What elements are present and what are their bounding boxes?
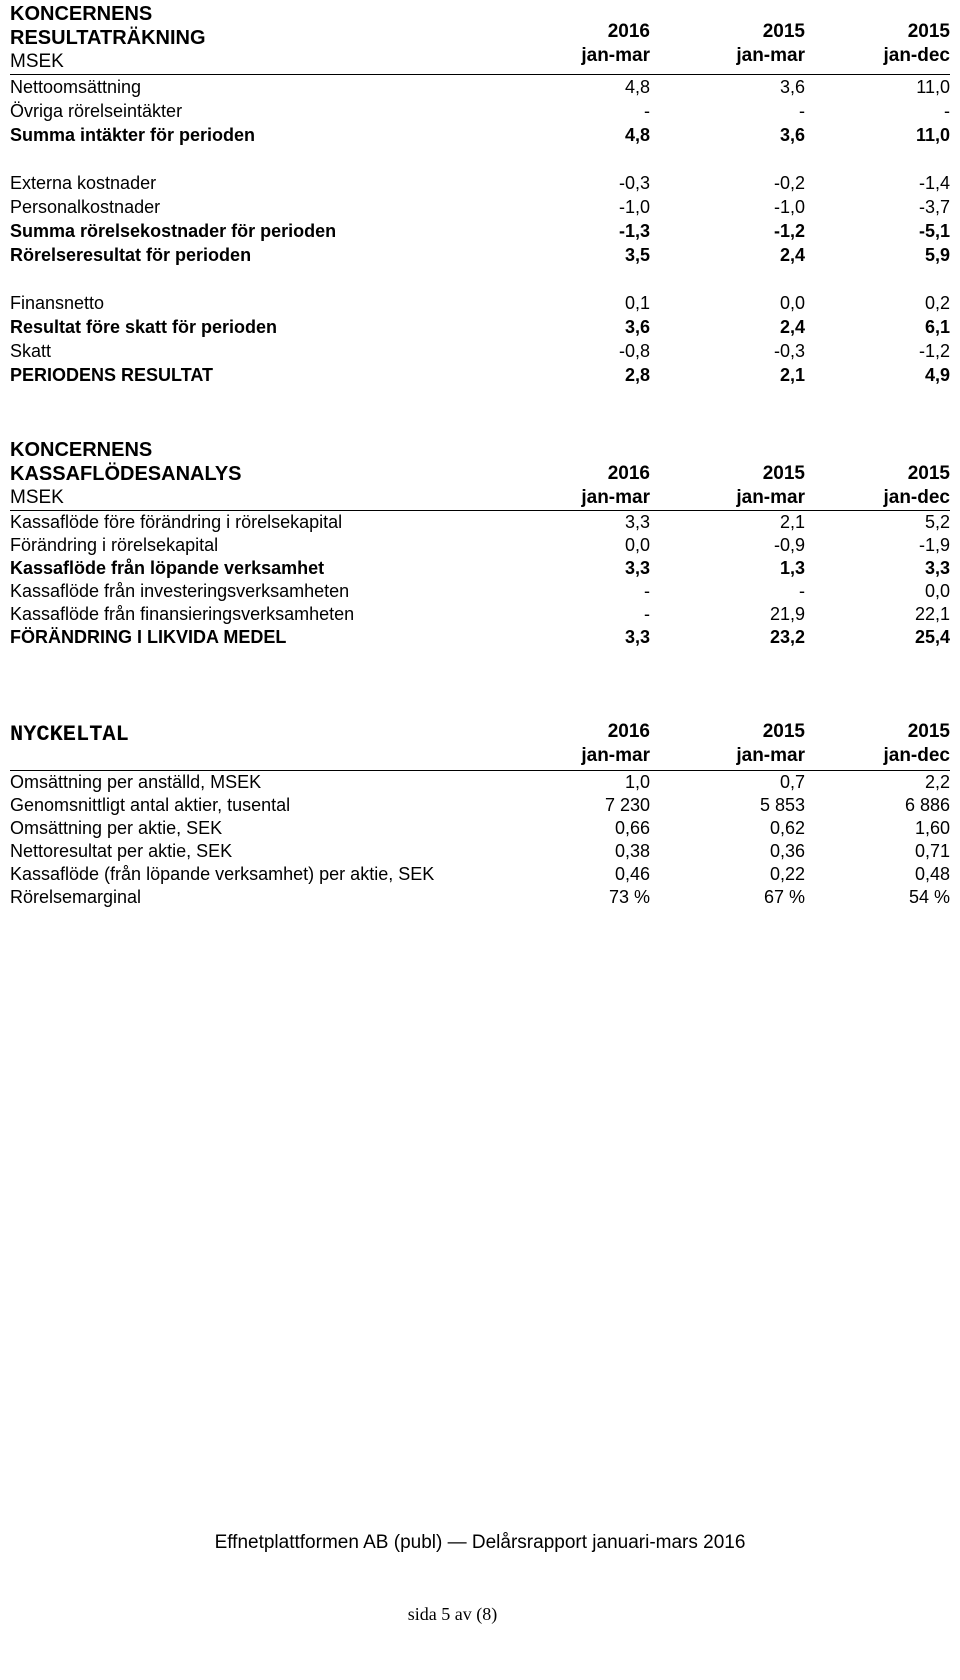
- row-value-col3: 0,0: [924, 581, 950, 601]
- income-title-1: KONCERNENS: [10, 3, 153, 25]
- row-value-col3: -: [944, 101, 950, 121]
- row-value-col1: 0,38: [614, 841, 650, 861]
- table-row: [10, 171, 950, 195]
- row-value-col2: 2,1: [779, 365, 805, 385]
- row-value-col1: -: [644, 604, 650, 624]
- row-value-col2: 5 853: [759, 795, 805, 815]
- row-value-col3: 0,71: [914, 841, 950, 861]
- income-col3-year: 2015: [907, 21, 950, 42]
- page-number: sida 5 av (8): [407, 1604, 498, 1624]
- row-value-col2: -0,3: [773, 341, 805, 361]
- row-value-col2: -0,2: [773, 173, 805, 193]
- table-row: [10, 123, 950, 147]
- keyfigures-rows: [10, 771, 950, 909]
- row-value-col2: 23,2: [769, 627, 805, 647]
- cashflow-col2-period: jan-mar: [736, 487, 805, 508]
- key-figures: [10, 720, 950, 909]
- table-row: [10, 886, 950, 909]
- cashflow-header: [10, 438, 950, 511]
- row-label: Övriga rörelseintäkter: [10, 101, 183, 121]
- row-label: Förändring i rörelsekapital: [10, 535, 219, 555]
- table-row: [10, 771, 950, 794]
- row-label: Summa intäkter för perioden: [10, 125, 256, 145]
- table-row: [10, 511, 950, 534]
- row-value-col2: 0,62: [769, 818, 805, 838]
- row-value-col1: 3,3: [624, 512, 650, 532]
- row-value-col1: -1,0: [618, 197, 650, 217]
- row-label: Resultat före skatt för perioden: [10, 317, 278, 337]
- row-value-col2: 0,22: [769, 864, 805, 884]
- income-rows: [10, 75, 950, 387]
- row-label: Kassaflöde från finansieringsverksamheten: [10, 604, 355, 624]
- cashflow-title-1: KONCERNENS: [10, 439, 153, 461]
- row-value-col1: 0,0: [624, 535, 650, 555]
- row-value-col3: -1,2: [918, 341, 950, 361]
- keyfigures-col3-period: jan-dec: [883, 745, 950, 766]
- row-label: Omsättning per anställd, MSEK: [10, 772, 262, 792]
- table-row: [10, 840, 950, 863]
- income-col2-year: 2015: [762, 21, 805, 42]
- row-label: Finansnetto: [10, 293, 105, 313]
- row-value-col3: -3,7: [918, 197, 950, 217]
- row-label: Omsättning per aktie, SEK: [10, 818, 223, 838]
- row-value-col1: 3,5: [624, 245, 650, 265]
- keyfigures-col3-year: 2015: [907, 721, 950, 742]
- table-row: [10, 626, 950, 649]
- income-col2-period: jan-mar: [736, 45, 805, 66]
- table-row: [10, 243, 950, 267]
- row-value-col3: 1,60: [914, 818, 950, 838]
- cashflow-statement: [10, 438, 950, 649]
- income-statement: [10, 2, 950, 387]
- table-row: [10, 195, 950, 219]
- row-value-col3: 11,0: [915, 125, 950, 145]
- row-label: Kassaflöde (från löpande verksamhet) per aktie, SEK: [10, 864, 435, 884]
- cashflow-col3-year: 2015: [907, 463, 950, 484]
- row-value-col2: -: [799, 101, 805, 121]
- income-header: [10, 2, 950, 75]
- row-value-col2: -: [799, 581, 805, 601]
- footer-title: Effnetplattformen AB (publ) — Delårsrapport januari-mars 2016: [214, 1532, 746, 1553]
- row-value-col3: 6,1: [924, 317, 950, 337]
- row-label: Genomsnittligt antal aktier, tusental: [10, 795, 291, 815]
- row-label: Skatt: [10, 341, 52, 361]
- table-row: [10, 363, 950, 387]
- row-value-col1: -1,3: [618, 221, 650, 241]
- row-value-col1: -: [644, 581, 650, 601]
- row-value-col3: -1,9: [918, 535, 950, 555]
- row-value-col3: 3,3: [924, 558, 950, 578]
- row-value-col3: 6 886: [904, 795, 950, 815]
- table-row: [10, 75, 950, 99]
- income-col3-period: jan-dec: [883, 45, 950, 66]
- income-col1-year: 2016: [607, 21, 650, 42]
- keyfigures-header: [10, 720, 950, 771]
- keyfigures-col1-period: jan-mar: [581, 745, 650, 766]
- income-unit: MSEK: [10, 51, 64, 72]
- cashflow-col1-year: 2016: [607, 463, 650, 484]
- row-value-col2: 67 %: [763, 887, 805, 907]
- row-value-col1: -0,8: [618, 341, 650, 361]
- row-value-col1: -: [644, 101, 650, 121]
- row-label: Kassaflöde före förändring i rörelsekapital: [10, 512, 343, 532]
- row-value-col1: 4,8: [624, 125, 650, 145]
- row-value-col1: 1,0: [624, 772, 650, 792]
- row-label: FÖRÄNDRING I LIKVIDA MEDEL: [10, 627, 287, 647]
- row-value-col3: 11,0: [916, 77, 950, 97]
- row-value-col1: 4,8: [624, 77, 650, 97]
- cashflow-unit: MSEK: [10, 487, 64, 508]
- row-value-col3: 5,2: [924, 512, 950, 532]
- table-row: [10, 339, 950, 363]
- row-value-col3: 5,9: [924, 245, 950, 265]
- cashflow-title-2: KASSAFLÖDESANALYS: [10, 463, 242, 485]
- table-row: [10, 291, 950, 315]
- row-value-col1: 73 %: [608, 887, 650, 907]
- cashflow-col2-year: 2015: [762, 463, 805, 484]
- row-value-col2: 3,6: [779, 77, 805, 97]
- row-label: Personalkostnader: [10, 197, 161, 217]
- table-row: [10, 817, 950, 840]
- row-value-col2: 3,6: [779, 125, 805, 145]
- row-label: PERIODENS RESULTAT: [10, 365, 214, 385]
- row-value-col1: 0,66: [614, 818, 650, 838]
- row-label: Rörelsemarginal: [10, 887, 142, 907]
- row-value-col2: -0,9: [773, 535, 805, 555]
- row-value-col3: -5,1: [918, 221, 950, 241]
- table-row: [10, 794, 950, 817]
- cashflow-col3-period: jan-dec: [883, 487, 950, 508]
- row-value-col3: 54 %: [908, 887, 950, 907]
- row-label: Nettoomsättning: [10, 77, 142, 97]
- row-value-col3: 22,1: [914, 604, 950, 624]
- table-row: [10, 557, 950, 580]
- cashflow-rows: [10, 511, 950, 649]
- row-value-col2: -1,0: [773, 197, 805, 217]
- keyfigures-title: NYCKELTAL: [10, 722, 129, 747]
- row-value-col2: -1,2: [773, 221, 805, 241]
- row-value-col3: 2,2: [924, 772, 950, 792]
- row-value-col1: 3,6: [624, 317, 650, 337]
- cashflow-col1-period: jan-mar: [581, 487, 650, 508]
- row-value-col2: 2,1: [779, 512, 805, 532]
- keyfigures-col2-year: 2015: [762, 721, 805, 742]
- row-value-col2: 2,4: [779, 317, 805, 337]
- row-value-col2: 0,7: [779, 772, 805, 792]
- table-row: [10, 219, 950, 243]
- row-label: Summa rörelsekostnader för perioden: [10, 221, 337, 241]
- row-value-col2: 0,36: [769, 841, 805, 861]
- row-value-col1: 3,3: [624, 558, 650, 578]
- table-row: [10, 863, 950, 886]
- income-col1-period: jan-mar: [581, 45, 650, 66]
- row-value-col3: 4,9: [924, 365, 950, 385]
- row-label: Nettoresultat per aktie, SEK: [10, 841, 233, 861]
- row-label: Rörelseresultat för perioden: [10, 245, 252, 265]
- row-spacer: [10, 267, 950, 291]
- keyfigures-col1-year: 2016: [607, 721, 650, 742]
- row-value-col1: 0,46: [614, 864, 650, 884]
- row-value-col1: -0,3: [618, 173, 650, 193]
- row-value-col3: 25,4: [914, 627, 950, 647]
- table-row: [10, 99, 950, 123]
- row-label: Kassaflöde från löpande verksamhet: [10, 558, 325, 578]
- row-label: Kassaflöde från investeringsverksamheten: [10, 581, 350, 601]
- row-value-col2: 1,3: [779, 558, 805, 578]
- row-value-col1: 7 230: [604, 795, 650, 815]
- row-value-col3: -1,4: [918, 173, 950, 193]
- keyfigures-col2-period: jan-mar: [736, 745, 805, 766]
- row-spacer: [10, 147, 950, 171]
- table-row: [10, 603, 950, 626]
- row-value-col2: 21,9: [769, 604, 805, 624]
- row-value-col1: 0,1: [624, 293, 650, 313]
- income-title-2: RESULTATRÄKNING: [10, 27, 206, 49]
- table-row: [10, 315, 950, 339]
- row-value-col1: 3,3: [624, 627, 650, 647]
- table-row: [10, 534, 950, 557]
- row-label: Externa kostnader: [10, 173, 157, 193]
- row-value-col2: 0,0: [779, 293, 805, 313]
- row-value-col3: 0,48: [914, 864, 950, 884]
- table-row: [10, 580, 950, 603]
- row-value-col1: 2,8: [624, 365, 650, 385]
- row-value-col3: 0,2: [924, 293, 950, 313]
- row-value-col2: 2,4: [779, 245, 805, 265]
